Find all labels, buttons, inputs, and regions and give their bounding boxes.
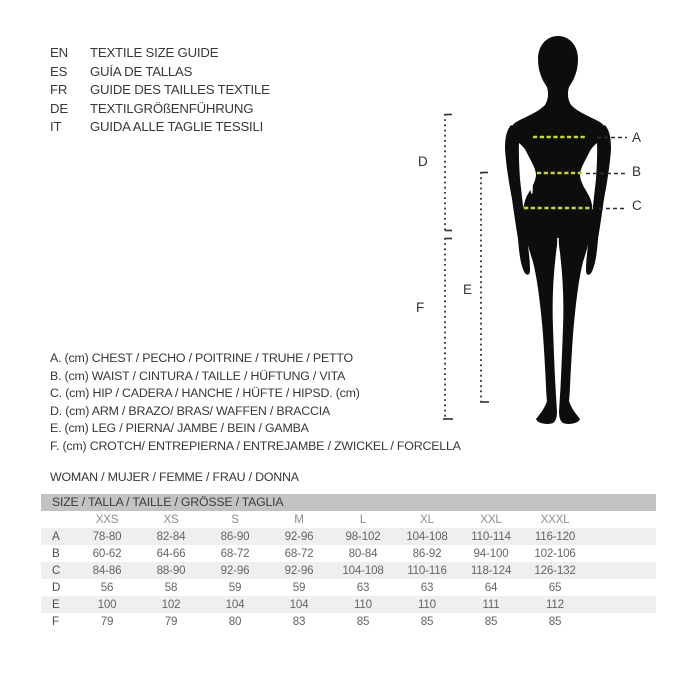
size-value: 85 — [420, 615, 434, 628]
label-waist-b: B — [632, 164, 641, 179]
size-table-title-bar: SIZE / TALLA / TAILLE / GRÖSSE / TAGLIA — [41, 494, 656, 511]
lang-title: GUIDA ALLE TAGLIE TESSILI — [90, 119, 264, 135]
size-value: 85 — [356, 615, 370, 628]
lang-title: TEXTILGRÖßENFÜHRUNG — [90, 100, 254, 116]
size-value: 102 — [161, 598, 181, 611]
size-value: 65 — [548, 581, 562, 594]
size-value: 92-96 — [284, 564, 314, 577]
lang-code: FR — [50, 82, 68, 98]
col-header-xxl: XXL — [480, 513, 502, 526]
legend-item-a: A. (cm) CHEST / PECHO / POITRINE / TRUHE / PETTO — [50, 351, 353, 365]
size-value: 85 — [484, 615, 498, 628]
size-value: 68-72 — [220, 547, 250, 560]
size-value: 98-102 — [345, 530, 381, 543]
table-row-f — [41, 613, 656, 630]
col-header-xxxl: XXXL — [540, 513, 570, 526]
size-value: 80-84 — [348, 547, 378, 560]
size-value: 104 — [289, 598, 309, 611]
size-value: 104-108 — [406, 530, 448, 543]
size-value: 118-124 — [470, 564, 512, 577]
size-value: 56 — [100, 581, 114, 594]
size-value: 110-114 — [471, 530, 511, 543]
row-label: F — [52, 615, 59, 628]
lang-row-es — [50, 63, 270, 82]
size-value: 60-62 — [92, 547, 122, 560]
measurement-legend — [50, 350, 461, 456]
row-label: E — [52, 598, 60, 611]
size-value: 79 — [100, 615, 114, 628]
corner-cell — [41, 511, 75, 528]
language-title-list — [50, 44, 270, 137]
size-value: 64 — [484, 581, 498, 594]
size-value: 63 — [356, 581, 370, 594]
legend-item-b: B. (cm) WAIST / CINTURA / TAILLE / HÜFTUNG / VITA — [50, 368, 346, 383]
lang-title: GUIDE DES TAILLES TEXTILE — [90, 82, 270, 98]
size-value: 58 — [164, 581, 178, 594]
size-value: 88-90 — [156, 564, 186, 577]
size-value: 111 — [482, 598, 500, 611]
size-value: 100 — [97, 598, 117, 611]
size-value: 79 — [164, 615, 178, 628]
size-value: 92-96 — [220, 564, 250, 577]
size-value: 84-86 — [92, 564, 122, 577]
lang-code: DE — [50, 100, 68, 116]
size-value: 110 — [418, 598, 436, 611]
size-value: 110 — [354, 598, 372, 611]
size-value: 64-66 — [156, 547, 186, 560]
label-arm-d: D — [418, 154, 428, 169]
label-chest-a: A — [632, 130, 641, 145]
legend-item-e: E. (cm) LEG / PIERNA/ JAMBE / BEIN / GAMBA — [50, 421, 309, 436]
table-row-c — [41, 562, 656, 579]
size-value: 59 — [292, 581, 306, 594]
col-header-xxs: XXS — [95, 513, 119, 526]
woman-silhouette-icon — [505, 36, 611, 424]
size-value: 112 — [546, 598, 564, 611]
lang-row-en — [50, 44, 270, 63]
size-value: 68-72 — [284, 547, 314, 560]
size-value: 59 — [228, 581, 242, 594]
table-row-e — [41, 596, 656, 613]
lang-code: ES — [50, 63, 68, 79]
row-label: D — [52, 581, 61, 594]
size-value: 86-90 — [220, 530, 250, 543]
lang-code: EN — [50, 45, 68, 60]
size-value: 82-84 — [156, 530, 186, 543]
col-header-s: S — [231, 513, 239, 526]
legend-item-f: F. (cm) CROTCH/ ENTREPIERNA / ENTREJAMBE / ZWICKEL / FORCELLA — [50, 438, 461, 453]
size-column-header-row — [41, 511, 656, 528]
row-label: A — [52, 530, 60, 543]
label-hip-c: C — [632, 198, 642, 213]
lang-title: TEXTILE SIZE GUIDE — [90, 45, 219, 60]
size-value: 116-120 — [534, 530, 576, 543]
size-value: 94-100 — [473, 547, 509, 560]
label-crotch-f: F — [416, 300, 425, 315]
legend-item-d: D. (cm) ARM / BRAZO/ BRAS/ WAFFEN / BRACCIA — [50, 403, 331, 418]
lang-title: GUÍA DE TALLAS — [90, 63, 193, 79]
col-header-l: L — [359, 513, 367, 526]
legend-item-c: C. (cm) HIP / CADERA / HANCHE / HÜFTE / HIPSD. (cm) — [50, 386, 360, 401]
lang-row-de — [50, 100, 270, 119]
size-value: 83 — [292, 615, 306, 628]
col-header-m: M — [294, 513, 304, 526]
size-value: 110-116 — [407, 564, 447, 577]
lang-row-fr — [50, 81, 270, 100]
audience-title: WOMAN / MUJER / FEMME / FRAU / DONNA — [50, 470, 299, 484]
label-leg-e: E — [463, 282, 472, 297]
size-value: 63 — [420, 581, 434, 594]
table-row-b — [41, 545, 656, 562]
size-value: 92-96 — [284, 530, 314, 543]
lang-row-it — [50, 118, 270, 137]
col-header-xs: XS — [163, 513, 179, 526]
row-label: C — [52, 564, 61, 577]
row-label: B — [52, 547, 60, 560]
size-value: 104 — [225, 598, 245, 611]
size-value: 104-108 — [342, 564, 384, 577]
table-row-d — [41, 579, 656, 596]
size-value: 80 — [228, 615, 242, 628]
size-value: 126-132 — [534, 564, 576, 577]
size-value: 86-92 — [412, 547, 442, 560]
size-value: 78-80 — [92, 530, 122, 543]
size-value: 85 — [548, 615, 562, 628]
col-header-xl: XL — [420, 513, 434, 526]
table-row-a — [41, 528, 656, 545]
lang-code: IT — [50, 119, 62, 135]
size-value: 102-106 — [534, 547, 576, 560]
size-table — [41, 494, 656, 630]
